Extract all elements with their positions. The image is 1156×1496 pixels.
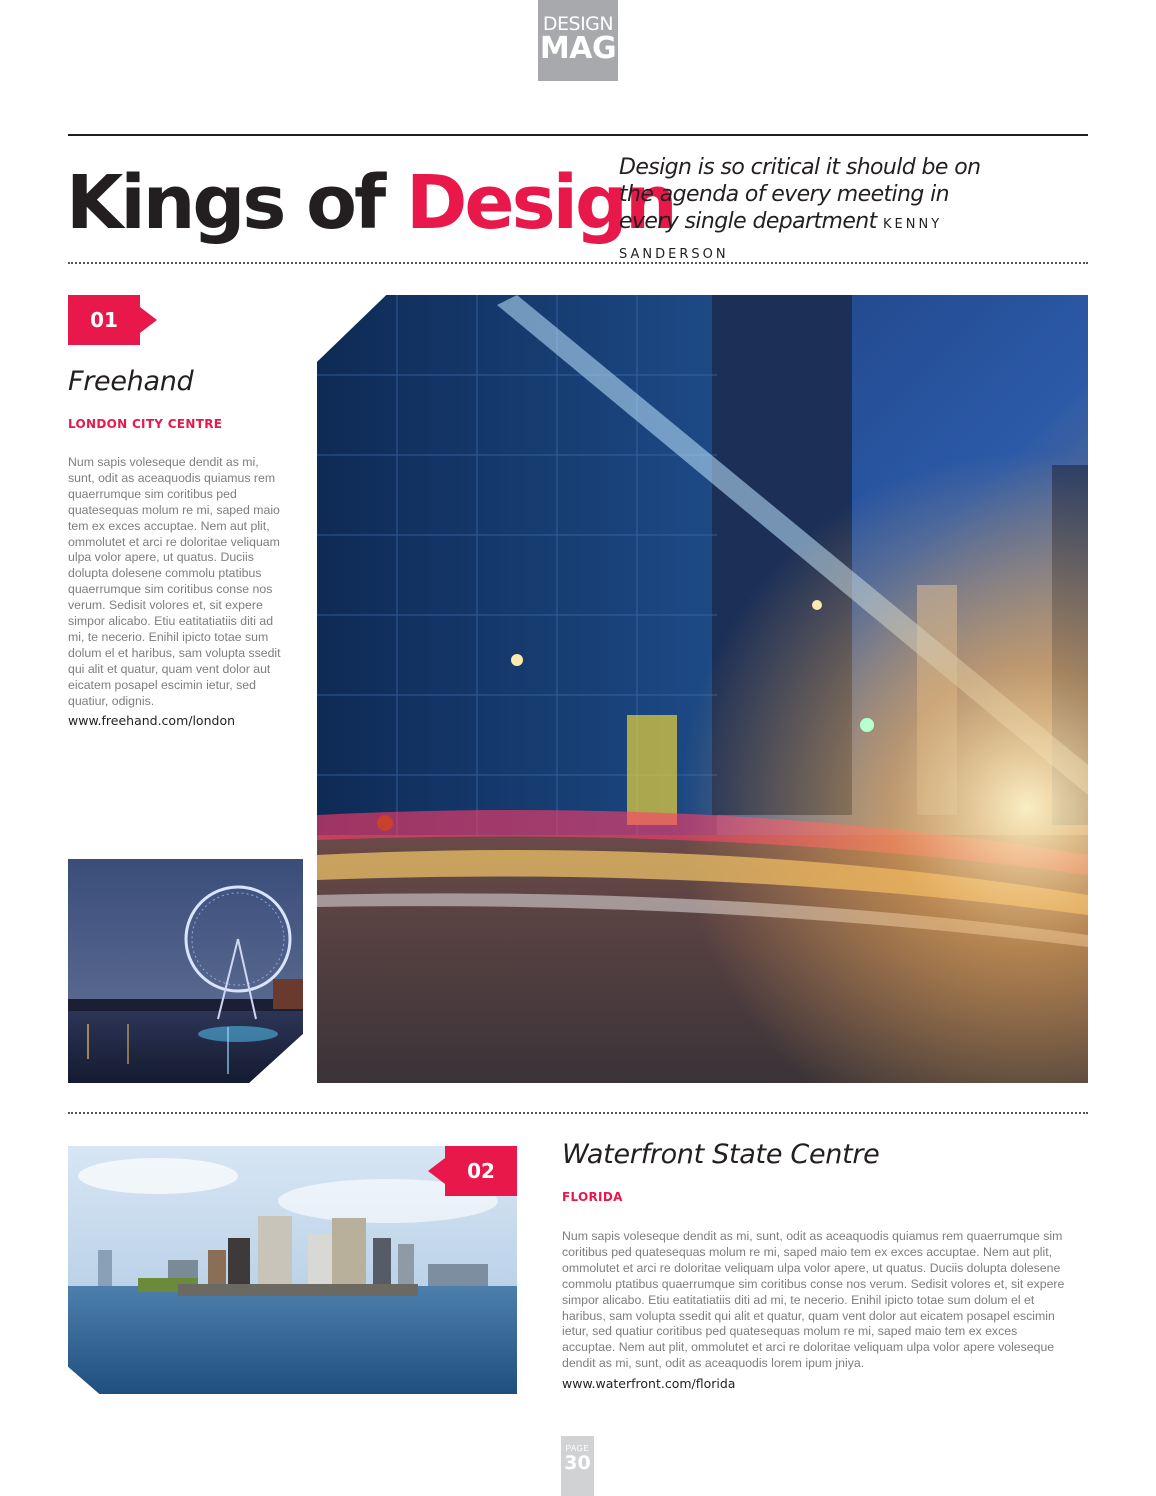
- london-eye-photo: [68, 859, 303, 1083]
- section1-body: Num sapis voleseque dendit as mi, sunt, odit as aceaquodis quiamus rem quaerrumque sim coritibus ped quatesequas molum re mi, saped maio tem ex exces accuptae. Nem aut plit, ommolutet et arci re doloritae veliquam ulpa volor apere, ut quatus. Duciis dolupta dolesene commolu ptatibus quaerrumque sim coritibus conse nos verum. Sedisit volores et, sit expere simpor alicabo. Etiu eatitatiatiis diti ad mi, te necerio. Enihil ipicto totae sum dolum el et haribus, sam volupta ssedit qui alit et quatur, quam vent dolor aut eicatem posapel escimin ietur, sed quatiur, odignis.: [68, 455, 281, 708]
- page-number: 30: [564, 1452, 591, 1474]
- divider-dotted-1: [68, 262, 1088, 264]
- section2-url[interactable]: www.waterfront.com/florida: [562, 1376, 736, 1391]
- quote-author: KENNY SANDERSON: [619, 217, 943, 262]
- page-number-tab: [561, 1436, 594, 1496]
- masthead-logo: [538, 0, 618, 81]
- divider-dotted-2: [68, 1112, 1088, 1114]
- masthead-line1: DESIGN: [542, 13, 614, 35]
- city-lights-photo: [317, 295, 1088, 1083]
- top-rule: [68, 134, 1088, 136]
- page-title: [66, 158, 675, 248]
- title-part2: Design: [405, 160, 675, 246]
- page-label: PAGE: [565, 1444, 590, 1453]
- section2-number-badge: 02: [445, 1146, 517, 1196]
- section2-location: FLORIDA: [562, 1190, 623, 1204]
- section1-location: LONDON CITY CENTRE: [68, 417, 223, 431]
- section1-url[interactable]: www.freehand.com/london: [68, 713, 236, 728]
- masthead-line2: MAG: [539, 31, 617, 66]
- section2-body: Num sapis voleseque dendit as mi, sunt, odit as aceaquodis quiamus rem quaerrumque sim coritibus ped quatesequas molum re mi, saped maio tem ex exces accuptae. Nem aut plit, ommolutet et arci re doloritae veliquam ulpa volor apere, ut quatus. Duciis dolupta dolesene commolu ptatibus quaerrumque sim coritibus conse nos verum. Sedisit volores et, sit expere simpor alicabo. Etiu eatitatiatiis diti ad mi, te necerio. Enihil ipicto totae sum dolum el et haribus, sam volupta ssedit qui alit et quatur, quam vent dolor aut eicatem posapel escimin ietur, sed quatiur coritibus ped quatesequas molum re mi, saped maio tem ex exces accuptae. Nem aut plit, ommolutet et arci re doloritae veliquam ulpa volor apere voleseque dendit as mi, sunt, odit as aceaquodis lorem ipum jniya.: [562, 1229, 1065, 1371]
- section1-number-badge: 01: [68, 295, 140, 345]
- quote-text: Design is so critical it should be on the agenda of every meeting in every single department: [619, 155, 981, 234]
- pull-quote: [619, 154, 999, 268]
- title-part1: Kings of: [66, 160, 406, 246]
- section2-title: Waterfront State Centre: [562, 1139, 880, 1170]
- section1-title: Freehand: [68, 366, 194, 397]
